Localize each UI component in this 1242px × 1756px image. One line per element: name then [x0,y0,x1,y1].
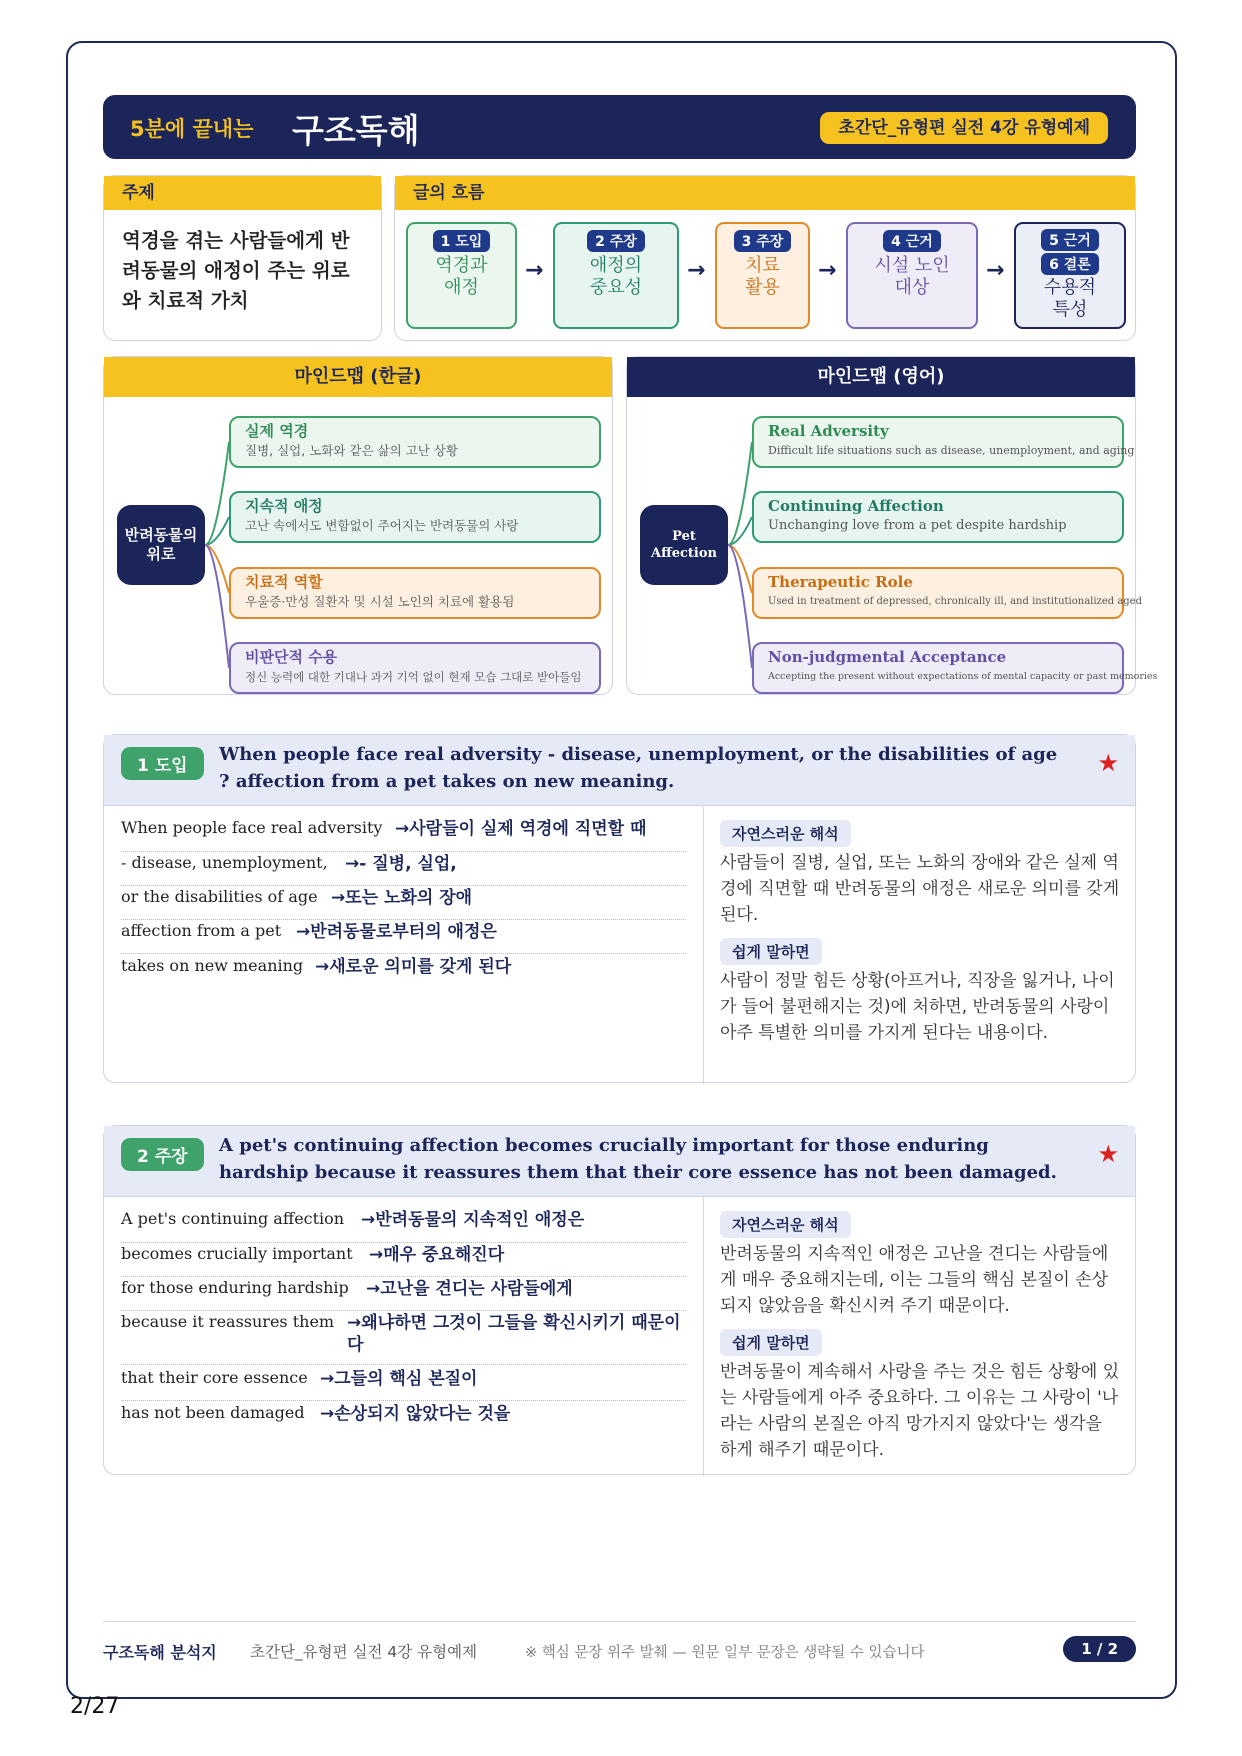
chunk-en: because it reassures them [121,1312,335,1331]
topic-box [103,175,382,341]
flow-step-4 [846,222,978,329]
section-header [104,1126,1135,1197]
mindmap-korean-node-1 [229,416,601,468]
mindmap-korean-center: 반려동물의 위로 [117,505,205,585]
footer-name: 구조독해 분석지 [103,1643,217,1662]
natural-text: 반려동물의 지속적인 애정은 고난을 견디는 사람들에게 매우 중요해지는데, 이는 그들의 핵심 본질이 손상되지 않았음을 확신시켜 주기 때문이다. [720,1244,1109,1316]
flow-step-text: 수용적 특성 [1043,277,1097,320]
chunk-en: A pet's continuing affection [121,1209,345,1228]
chunk-row [121,1312,686,1365]
flow-step-tag: 5 근거 [1041,229,1099,251]
chunk-ko: →고난을 견디는 사람들에게 [366,1279,573,1299]
header-kicker: 5분에 끝내는 [130,117,254,141]
chunk-row [121,818,686,852]
flow-step-tag: 2 주장 [587,230,645,252]
footer-course: 초간단_유형편 실전 4강 유형예제 [250,1643,478,1661]
chunk-ko: →사람들이 실제 역경에 직면할 때 [395,819,647,839]
chunk-ko: →그들의 핵심 본질이 [320,1369,478,1389]
natural-label: 자연스러운 해석 [720,820,851,847]
mindmap-english-node-1 [752,416,1135,468]
chunk-translation [104,806,704,1084]
chunk-en: for those enduring hardship [121,1278,349,1297]
header-title: 구조독해 [292,111,420,150]
node-desc: Accepting the present without expectations of mental capacity or past memories [768,671,1158,682]
flow-step-1 [406,222,517,329]
mindmap-korean [103,356,613,695]
chunk-en: or the disabilities of age [121,887,318,906]
node-title: Non-judgmental Acceptance [768,648,1007,666]
node-title: Continuing Affection [768,497,944,515]
node-desc: Difficult life situations such as disease, unemployment, and aging [768,444,1135,457]
page-footer [103,1621,1136,1662]
node-title: 지속적 애정 [245,497,323,515]
easy-text: 반려동물이 계속해서 사랑을 주는 것은 힘든 상황에 있는 사람들에게 아주 중요하다. 그 이유는 그 사랑이 '나라는 사람의 본질은 아직 망가지지 않았다'는 생각을 하게 해주기 때문이다. [720,1362,1120,1460]
flow-step-tag: 3 주장 [734,230,792,252]
lesson-badge: 초간단_유형편 실전 4강 유형예제 [820,112,1108,144]
chunk-row [121,1209,686,1243]
chunk-en: that their core essence [121,1368,308,1387]
natural-text: 사람들이 질병, 실업, 또는 노화의 장애와 같은 실제 역경에 직면할 때 반려동물의 애정은 새로운 의미를 갖게 된다. [720,853,1120,925]
flow-step-tag: 4 근거 [883,230,941,252]
mindmap-english-node-2 [752,491,1124,543]
section-title: When people face real adversity - disease, unemployment, or the disabilities of age ? affection from a pet takes on new meaning. [219,744,1058,792]
flow-step-text: 역경과 애정 [435,255,488,298]
flow-step-tag: 1 도입 [433,230,491,252]
easy-label: 쉽게 말하면 [720,1329,822,1356]
chunk-ko: →- 질병, 실업, [345,854,457,874]
flow-step-5 [1014,222,1126,329]
chunk-en: When people face real adversity [121,818,383,837]
flow-step-text: 시설 노인 대상 [874,255,950,298]
mindmap-korean-node-3 [229,567,601,619]
chunk-ko: →손상되지 않았다는 것을 [320,1404,511,1424]
section-title: A pet's continuing affection becomes crucially important for those enduring hardship because it reassures them that their core essence has not been damaged. [219,1135,1057,1183]
pdf-page-indicator: 2/27 [70,1694,120,1719]
mindmap-english-center: Pet Affection [640,505,728,585]
chunk-ko: →반려동물의 지속적인 애정은 [361,1210,585,1230]
node-desc: 질병, 실업, 노화와 같은 삶의 고난 상황 [245,443,458,458]
node-desc: 우울증·만성 질환자 및 시설 노인의 치료에 활용됨 [245,594,515,609]
chunk-en: affection from a pet [121,921,282,940]
easy-label: 쉽게 말하면 [720,938,822,965]
mindmap-korean-node-4 [229,642,601,694]
flow-arrow: → [818,258,837,283]
sentence-section-1 [103,734,1136,1083]
chunk-en: has not been damaged [121,1403,305,1422]
star-icon: ★ [1097,749,1119,777]
mindmap-korean-node-2 [229,491,601,543]
chunk-ko: →또는 노화의 장애 [331,888,473,908]
mindmap-english [626,356,1158,695]
chunk-en: takes on new meaning [121,956,304,975]
chunk-ko: →매우 중요해진다 [369,1245,505,1265]
chunk-en: - disease, unemployment, [121,853,328,872]
chunk-row [121,921,686,954]
flow-arrow: → [687,258,706,283]
mindmap-english-node-3 [752,567,1143,619]
node-desc: Used in treatment of depressed, chronically ill, and institutionalized aged [768,596,1143,607]
node-title: 실제 역경 [245,422,309,440]
star-icon: ★ [1097,1140,1119,1168]
mindmap-english-title: 마인드맵 (영어) [627,357,1135,397]
chunk-row [121,1278,686,1311]
chunk-ko: →새로운 의미를 갖게 된다 [315,957,512,977]
flow-step-tag: 6 결론 [1041,253,1099,275]
interpretation-panel [704,1197,1120,1476]
node-desc: Unchanging love from a pet despite hardship [768,518,1067,533]
footer-note: ※ 핵심 문장 위주 발췌 — 원문 일부 문장은 생략될 수 있습니다 [525,1645,925,1661]
section-header [104,735,1135,806]
sentence-section-2 [103,1125,1136,1475]
chunk-row [121,1403,686,1435]
flow-step-3 [715,222,810,329]
node-desc: 정신 능력에 대한 기대나 과거 기억 없이 현재 모습 그대로 받아들임 [245,670,582,684]
easy-text: 사람이 정말 힘든 상황(아프거나, 직장을 잃거나, 나이가 들어 불편해지는 것)에 처하면, 반려동물의 사랑이 아주 특별한 의미를 가지게 된다는 내용이다. [720,971,1115,1043]
topic-text: 역경을 겪는 사람들에게 반려동물의 애정이 주는 위로와 치료적 가치 [122,229,350,312]
section-pill: 1 도입 [121,747,204,780]
node-desc: 고난 속에서도 변함없이 주어지는 반려동물의 사랑 [245,518,519,533]
flow-arrow: → [525,258,544,283]
flow-step-text: 애정의 중요성 [589,255,643,298]
topic-label: 주제 [104,176,381,210]
node-title: Therapeutic Role [768,573,913,591]
chunk-ko: →왜냐하면 그것이 그들을 확신시키기 때문이다 [347,1313,681,1355]
flow-step-text: 치료 활용 [745,255,780,298]
natural-label: 자연스러운 해석 [720,1211,851,1238]
node-title: 비판단적 수용 [245,648,338,666]
chunk-ko: →반려동물로부터의 애정은 [296,922,497,942]
flow-arrow: → [986,258,1005,283]
footer-page-badge: 1 / 2 [1063,1636,1136,1662]
node-title: Real Adversity [768,422,889,440]
chunk-row [121,853,686,886]
chunk-row [121,1368,686,1401]
chunk-row [121,956,686,988]
chunk-row [121,1244,686,1277]
interpretation-panel [704,806,1120,1084]
page-header [103,95,1136,159]
flow-label: 글의 흐름 [395,176,1135,210]
chunk-translation [104,1197,704,1476]
chunk-en: becomes crucially important [121,1244,353,1263]
node-title: 치료적 역할 [245,573,323,591]
mindmap-english-node-4 [752,642,1158,694]
flow-step-2 [553,222,679,329]
chunk-row [121,887,686,920]
section-pill: 2 주장 [121,1138,204,1171]
mindmap-korean-title: 마인드맵 (한글) [104,357,612,397]
